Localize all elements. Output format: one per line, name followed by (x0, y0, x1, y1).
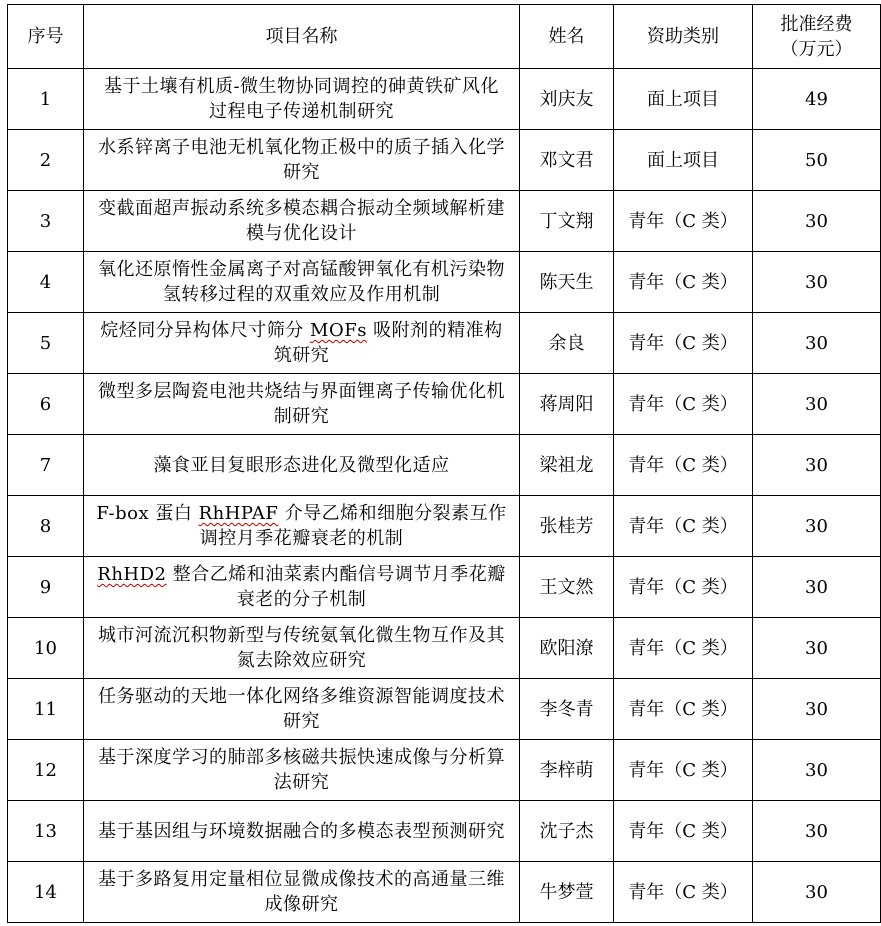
row-number: 4 (8, 252, 84, 313)
funding-amount: 50 (753, 130, 881, 191)
header-fund (753, 5, 881, 69)
person-name: 欧阳潦 (520, 618, 614, 679)
row-number: 2 (8, 130, 84, 191)
person-name: 丁文翔 (520, 191, 614, 252)
row-number: 11 (8, 679, 84, 740)
funding-type: 青年（C 类） (614, 801, 753, 862)
person-name: 张桂芳 (520, 496, 614, 557)
project-name: 任务驱动的天地一体化网络多维资源智能调度技术研究 (84, 679, 520, 740)
project-name: 变截面超声振动系统多模态耦合振动全频域解析建模与优化设计 (84, 191, 520, 252)
funding-type: 青年（C 类） (614, 862, 753, 923)
funding-type: 青年（C 类） (614, 557, 753, 618)
funding-type: 青年（C 类） (614, 679, 753, 740)
person-name: 余良 (520, 313, 614, 374)
row-number: 8 (8, 496, 84, 557)
person-name: 王文然 (520, 557, 614, 618)
person-name: 梁祖龙 (520, 435, 614, 496)
funding-type: 青年（C 类） (614, 618, 753, 679)
header-fund-line2: （万元） (780, 38, 853, 60)
project-name: 水系锌离子电池无机氧化物正极中的质子插入化学研究 (84, 130, 520, 191)
project-name: RhHD2 整合乙烯和油菜素内酯信号调节月季花瓣衰老的分子机制 (84, 557, 520, 618)
project-name: 基于土壤有机质-微生物协同调控的砷黄铁矿风化过程电子传递机制研究 (84, 69, 520, 130)
funding-type: 青年（C 类） (614, 313, 753, 374)
funding-amount: 30 (753, 740, 881, 801)
person-name: 刘庆友 (520, 69, 614, 130)
table-row (8, 191, 881, 252)
table-row (8, 557, 881, 618)
row-number: 1 (8, 69, 84, 130)
underlined-term: RhHD2 (97, 564, 167, 585)
table-row (8, 496, 881, 557)
funding-amount: 30 (753, 252, 881, 313)
funding-type: 面上项目 (614, 130, 753, 191)
person-name: 邓文君 (520, 130, 614, 191)
table-row (8, 740, 881, 801)
project-name: 烷烃同分异构体尺寸筛分 MOFs 吸附剂的精准构筑研究 (84, 313, 520, 374)
funding-amount: 30 (753, 801, 881, 862)
project-name: 城市河流沉积物新型与传统氨氧化微生物互作及其氮去除效应研究 (84, 618, 520, 679)
table-row (8, 130, 881, 191)
header-project: 项目名称 (84, 5, 520, 69)
person-name: 陈天生 (520, 252, 614, 313)
header-person: 姓名 (520, 5, 614, 69)
table-row (8, 69, 881, 130)
funding-table (7, 4, 881, 923)
funding-amount: 30 (753, 191, 881, 252)
funding-amount: 30 (753, 618, 881, 679)
row-number: 9 (8, 557, 84, 618)
row-number: 10 (8, 618, 84, 679)
table-header-row (8, 5, 881, 69)
funding-amount: 49 (753, 69, 881, 130)
row-number: 13 (8, 801, 84, 862)
project-name: 基于深度学习的肺部多核磁共振快速成像与分析算法研究 (84, 740, 520, 801)
table-row (8, 801, 881, 862)
project-name: 微型多层陶瓷电池共烧结与界面锂离子传输优化机制研究 (84, 374, 520, 435)
funding-type: 青年（C 类） (614, 740, 753, 801)
funding-type: 青年（C 类） (614, 435, 753, 496)
row-number: 5 (8, 313, 84, 374)
funding-amount: 30 (753, 374, 881, 435)
funding-type: 青年（C 类） (614, 374, 753, 435)
row-number: 12 (8, 740, 84, 801)
funding-type: 青年（C 类） (614, 252, 753, 313)
table-row (8, 679, 881, 740)
project-name: 藻食亚目复眼形态进化及微型化适应 (84, 435, 520, 496)
funding-type: 青年（C 类） (614, 191, 753, 252)
row-number: 14 (8, 862, 84, 923)
table-row (8, 374, 881, 435)
project-name: 基于多路复用定量相位显微成像技术的高通量三维成像研究 (84, 862, 520, 923)
table-row (8, 252, 881, 313)
table-row (8, 435, 881, 496)
project-name: 基于基因组与环境数据融合的多模态表型预测研究 (84, 801, 520, 862)
funding-type: 青年（C 类） (614, 496, 753, 557)
project-name: F-box 蛋白 RhHPAF 介导乙烯和细胞分裂素互作调控月季花瓣衰老的机制 (84, 496, 520, 557)
header-fund-line1: 批准经费 (780, 13, 853, 35)
table-row (8, 618, 881, 679)
funding-type: 面上项目 (614, 69, 753, 130)
project-name: 氧化还原惰性金属离子对高锰酸钾氧化有机污染物氢转移过程的双重效应及作用机制 (84, 252, 520, 313)
table-row (8, 862, 881, 923)
header-no: 序号 (8, 5, 84, 69)
person-name: 蒋周阳 (520, 374, 614, 435)
underlined-term: RhHPAF (198, 503, 279, 524)
funding-amount: 30 (753, 435, 881, 496)
person-name: 牛梦萱 (520, 862, 614, 923)
funding-amount: 30 (753, 496, 881, 557)
underlined-term: MOFs (310, 320, 367, 341)
person-name: 李冬青 (520, 679, 614, 740)
row-number: 6 (8, 374, 84, 435)
funding-amount: 30 (753, 862, 881, 923)
table-row (8, 313, 881, 374)
header-type: 资助类别 (614, 5, 753, 69)
funding-amount: 30 (753, 313, 881, 374)
person-name: 沈子杰 (520, 801, 614, 862)
funding-amount: 30 (753, 679, 881, 740)
row-number: 7 (8, 435, 84, 496)
row-number: 3 (8, 191, 84, 252)
funding-amount: 30 (753, 557, 881, 618)
person-name: 李梓萌 (520, 740, 614, 801)
